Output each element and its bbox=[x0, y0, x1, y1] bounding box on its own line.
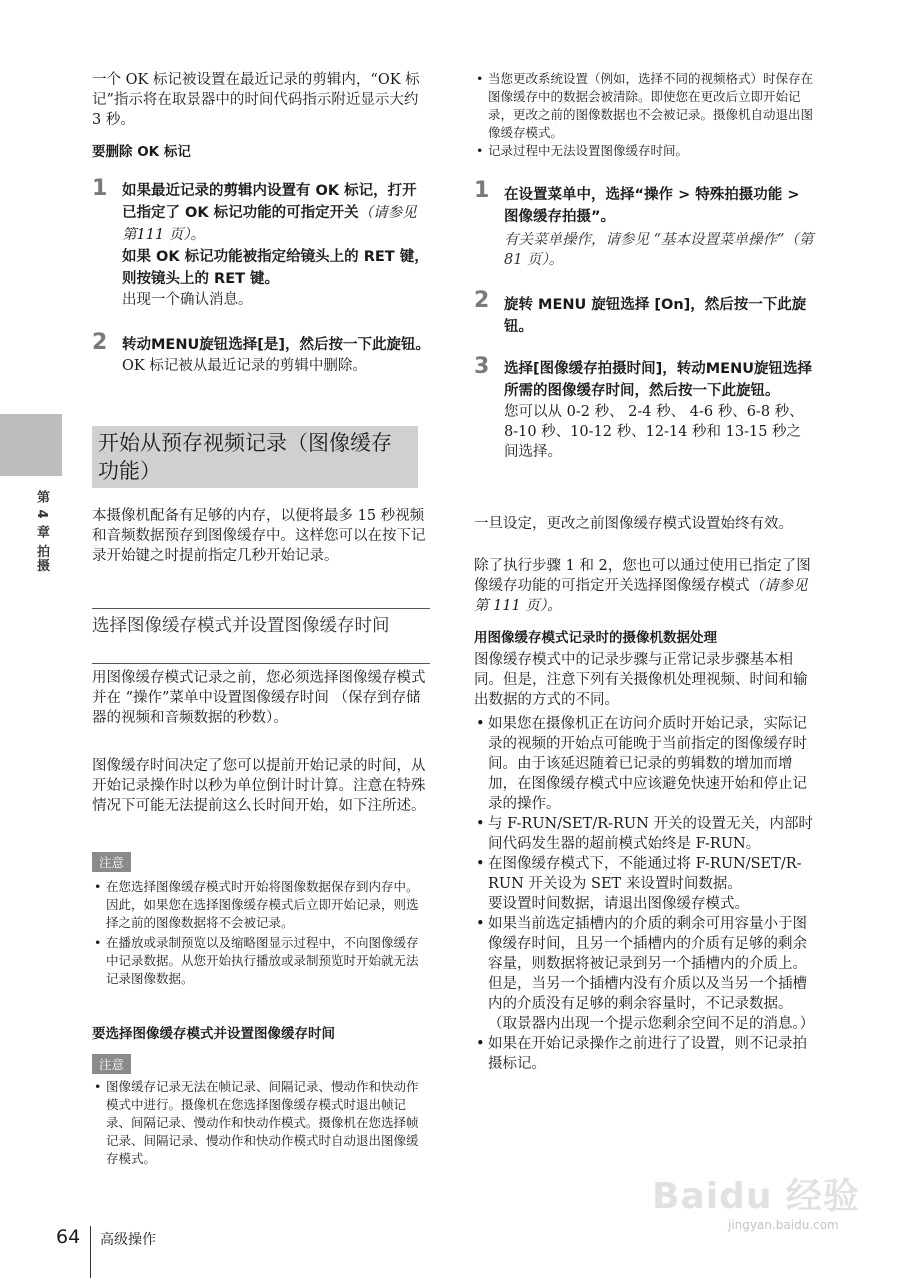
step-title: 选择[图像缓存拍摄时间]，转动MENU旋钮选择所需的图像缓存时间，然后按一下此旋钮。 bbox=[504, 361, 812, 399]
list-item-extra: 但是，当另一个插槽内没有介质以及当另一个插槽内的介质没有足够的剩余容量时，不记录数据。（取景器内出现一个提示您剩余空间不足的消息。） bbox=[488, 976, 815, 1032]
footer-section-label: 高级操作 bbox=[100, 1232, 156, 1248]
list-item: • 如果您在摄像机正在访问介质时开始记录，实际记录的视频的开始点可能晚于当前指定的图像缓存时间。由于该延迟随着已记录的剪辑数的增加而增加，在图像缓存模式中应该避免快速开始和停止记录的操作。 bbox=[474, 714, 814, 814]
note-label: 注意 bbox=[92, 852, 131, 872]
section-title bbox=[92, 426, 418, 488]
subsection-title: 选择图像缓存模式并设置图像缓存时间 bbox=[92, 616, 390, 636]
note-list-1 bbox=[92, 878, 430, 988]
note-label: 注意 bbox=[92, 1054, 131, 1074]
step-body: 出现一个确认消息。 bbox=[122, 292, 253, 308]
step-title: 转动MENU旋钮选择[是]，然后按一下此旋钮。 bbox=[122, 337, 430, 353]
page-number: 64 bbox=[56, 1226, 81, 1248]
intro-text: 一个 OK 标记被设置在最近记录的剪辑内，“OK 标记”指示将在取景器中的时间代码指示附近显示大约 3 秒。 bbox=[92, 72, 420, 128]
step-body: OK 标记被从最近记录的剪辑中删除。 bbox=[122, 358, 367, 374]
subsection-rule-top bbox=[92, 608, 430, 609]
delete-heading: 要删除 OK 标记 bbox=[92, 144, 191, 160]
page-reference: （请参见第111 页）。 bbox=[122, 205, 417, 243]
step-number: 3 bbox=[474, 354, 490, 379]
watermark-brand: Baidu 经验 bbox=[652, 1176, 861, 1217]
step-body: 您可以从 0-2 秒、 2-4 秒、 4-6 秒、6-8 秒、8-10 秒、10-12 秒、12-14 秒和 13-15 秒之间选择。 bbox=[504, 404, 804, 460]
page-reference: （请参见第 111 页）。 bbox=[474, 578, 808, 614]
paragraph-2: 除了执行步骤 1 和 2，您也可以通过使用已指定了图像缓存功能的可指定开关选择图像缓存模式（请参见第 111 页）。 bbox=[474, 558, 811, 614]
step-title: 在设置菜单中，选择“操作 > 特殊拍摄功能 > 图像缓存拍摄”。 bbox=[504, 187, 800, 225]
step-2 bbox=[122, 334, 430, 376]
list-item: • 在您选择图像缓存模式时开始将图像数据保存到内存中。因此，如果您在选择图像缓存模式后立即开始记录，则选择之前的图像数据将不会被记录。 bbox=[92, 878, 430, 932]
section-title-text: 开始从预存视频记录（图像缓存功能） bbox=[98, 431, 392, 483]
data-list bbox=[474, 714, 814, 1074]
step-title: 如果最近记录的剪辑内设置有 OK 标记，打开已指定了 OK 标记功能的可指定开关 bbox=[122, 183, 417, 221]
section-body: 本摄像机配备有足够的内存，以便将最多 15 秒视频和音频数据预存到图像缓存中。这样您可以在按下记录开始键之时提前指定几秒开始记录。 bbox=[92, 508, 426, 564]
list-item: • 图像缓存记录无法在帧记录、间隔记录、慢动作和快动作模式中进行。摄像机在您选择图像缓存模式时退出帧记录、间隔记录、慢动作和快动作模式。摄像机在您选择帧记录、间隔记录、慢动作和快动作模式时自动退出图像缓存模式。 bbox=[92, 1078, 430, 1168]
step-reference: 有关菜单操作，请参见 “基本设置菜单操作”（第 81 页）。 bbox=[504, 232, 814, 268]
paragraph-1: 一旦设定，更改之前图像缓存模式设置始终有效。 bbox=[474, 516, 793, 532]
step-1 bbox=[504, 184, 814, 270]
list-item-extra: 要设置时间数据，请退出图像缓存模式。 bbox=[488, 896, 749, 912]
subsection-body-1: 用图像缓存模式记录之前，您必须选择图像缓存模式并在 “操作”菜单中设置图像缓存时间 （保存到存储器的视频和音频数据的秒数）。 bbox=[92, 670, 426, 726]
chapter-side-label: 第 4 章 拍摄 bbox=[34, 490, 49, 573]
list-item: • 与 F-RUN/SET/R-RUN 开关的设置无关，内部时间代码发生器的超前模式始终是 F-RUN。 bbox=[474, 814, 814, 854]
step-number: 1 bbox=[474, 178, 490, 203]
step-number: 2 bbox=[92, 330, 108, 355]
step-1 bbox=[122, 180, 430, 310]
list-item: • 当您更改系统设置（例如，选择不同的视频格式）时保存在图像缓存中的数据会被清除。即使您在更改后立即开始记录，更改之前的图像数据也不会被记录。摄像机自动退出图像缓存模式。 bbox=[474, 70, 814, 142]
list-item: • 记录过程中无法设置图像缓存时间。 bbox=[474, 142, 814, 160]
footer-divider bbox=[90, 1226, 91, 1278]
subsection-body-2: 图像缓存时间决定了您可以提前开始记录的时间，从开始记录操作时以秒为单位倒计时计算。注意在特殊情况下可能无法提前这么长时间开始，如下注所述。 bbox=[92, 758, 426, 814]
watermark-url: jingyan.baidu.com bbox=[728, 1218, 839, 1232]
subsection-rule-bottom bbox=[92, 663, 430, 664]
step-title: 旋转 MENU 旋钮选择 [On]，然后按一下此旋钮。 bbox=[504, 297, 807, 335]
list-item: • 如果在开始记录操作之前进行了设置，则不记录拍摄标记。 bbox=[474, 1034, 814, 1074]
list-item: • 如果当前选定插槽内的介质的剩余可用容量小于图像缓存时间，且另一个插槽内的介质有足够的剩余容量，则数据将被记录到另一个插槽内的介质上。 但是，当另一个插槽内没有介质以及当另一个插槽内的介质没有足够的剩余容量时，不记录数据。（取景器内出现一个提示您剩余空间不足的消息。） bbox=[474, 914, 814, 1034]
step-3 bbox=[504, 358, 814, 462]
step-number: 1 bbox=[92, 176, 108, 201]
note-list-2 bbox=[92, 1078, 430, 1168]
step-number: 2 bbox=[474, 288, 490, 313]
watermark-logo bbox=[652, 1168, 860, 1219]
list-item: • 在播放或录制预览以及缩略图显示过程中，不向图像缓存中记录数据。从您开始执行播放或录制预览时开始就无法记录图像数据。 bbox=[92, 934, 430, 988]
data-intro: 图像缓存模式中的记录步骤与正常记录步骤基本相同。但是，注意下列有关摄像机处理视频、时间和输出数据的方式的不同。 bbox=[474, 652, 808, 708]
step-2 bbox=[504, 294, 814, 338]
select-heading: 要选择图像缓存模式并设置图像缓存时间 bbox=[92, 1026, 335, 1042]
data-heading: 用图像缓存模式记录时的摄像机数据处理 bbox=[474, 630, 717, 646]
step-title-extra: 如果 OK 标记功能被指定给镜头上的 RET 键，则按镜头上的 RET 键。 bbox=[122, 249, 429, 287]
list-item: • 在图像缓存模式下，不能通过将 F-RUN/SET/R-RUN 开关设为 SET 来设置时间数据。 要设置时间数据，请退出图像缓存模式。 bbox=[474, 854, 814, 914]
top-note-list bbox=[474, 70, 814, 160]
side-tab-block bbox=[0, 414, 62, 476]
